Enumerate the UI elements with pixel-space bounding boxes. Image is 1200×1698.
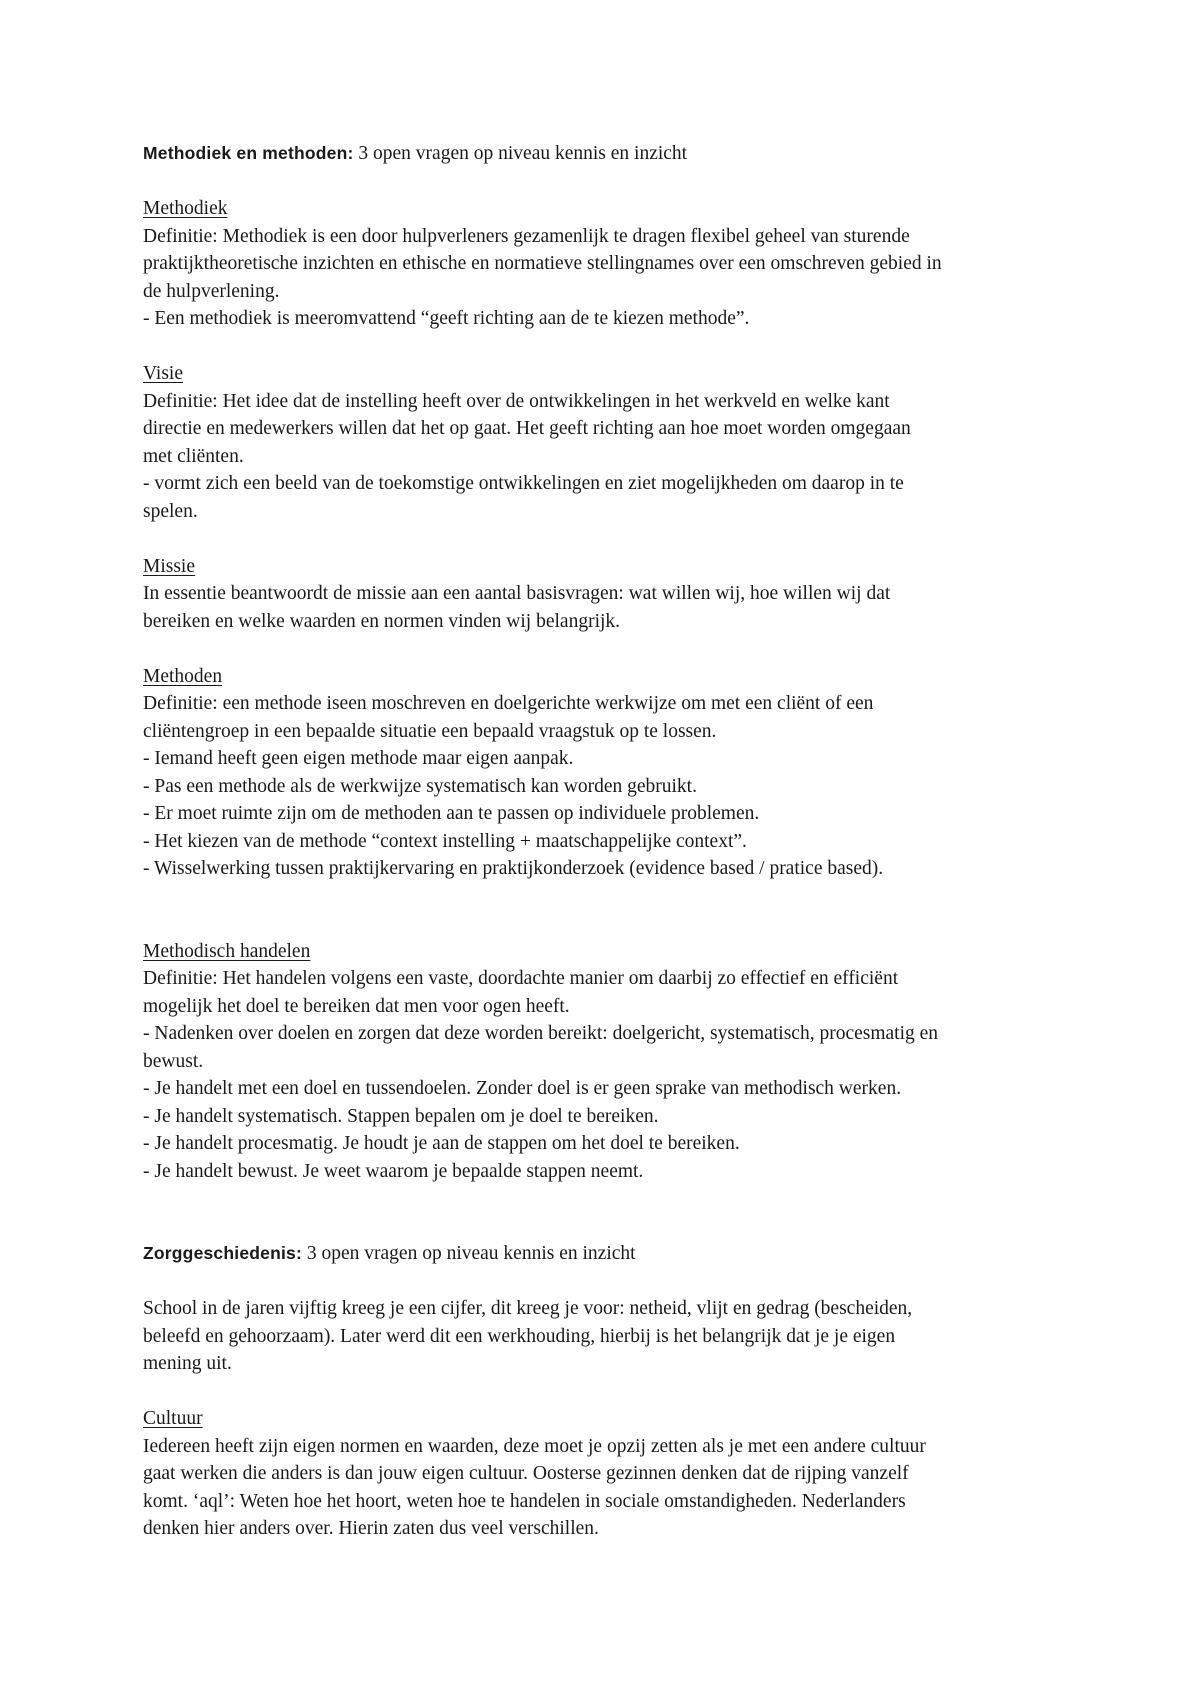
paragraph-line: Definitie: Methodiek is een door hulpverleners gezamenlijk te dragen flexibel geheel van sturende (143, 225, 910, 247)
spacer (143, 168, 1083, 196)
bullet-line: - Iemand heeft geen eigen methode maar eigen aanpak. (143, 748, 574, 769)
heading-methodisch-handelen: Methodisch handelen (143, 940, 311, 962)
section-title-rest: 3 open vragen op niveau kennis en inzicht (302, 1243, 636, 1264)
paragraph-line: denken hier anders over. Hierin zaten dus veel verschillen. (143, 1518, 599, 1539)
paragraph-line: bereiken en welke waarden en normen vinden wij belangrijk. (143, 610, 621, 632)
paragraph-line: beleefd en gehoorzaam). Later werd dit een werkhouding, hierbij is het belangrijk dat je je eigen (143, 1325, 896, 1347)
spacer (143, 333, 1083, 361)
paragraph-line: met cliënten. (143, 445, 244, 467)
spacer (143, 635, 1083, 663)
paragraph-line: directie en medewerkers willen dat het op gaat. Het geeft richting aan hoe moet worden omgegaan (143, 418, 911, 439)
bullet-line: - Wisselwerking tussen praktijkervaring en praktijkonderzoek (evidence based / pratice based). (143, 858, 884, 879)
bullet-line: - Je handelt systematisch. Stappen bepalen om je doel te bereiken. (143, 1105, 659, 1127)
paragraph-line: Definitie: Het idee dat de instelling heeft over de ontwikkelingen in het werkveld en welke kant (143, 390, 890, 412)
section-title-zorggeschiedenis (143, 1240, 1083, 1268)
section-title-rest: 3 open vragen op niveau kennis en inzicht (353, 143, 688, 164)
spacer (143, 1268, 1083, 1296)
paragraph-line: - vormt zich een beeld van de toekomstige ontwikkelingen en ziet mogelijkheden om daarop in te (143, 473, 904, 494)
bullet-line: bewust. (143, 1050, 204, 1072)
bullet-line: - Pas een methode als de werkwijze systematisch kan worden gebruikt. (143, 775, 697, 797)
bullet-line: - Je handelt procesmatig. Je houdt je aan de stappen om het doel te bereiken. (143, 1133, 740, 1154)
paragraph-line: mogelijk het doel te bereiken dat men voor ogen heeft. (143, 995, 570, 1017)
spacer (143, 883, 1083, 938)
bullet-line: - Er moet ruimte zijn om de methoden aan te passen op individuele problemen. (143, 803, 760, 824)
paragraph-line: spelen. (143, 500, 198, 522)
bullet-line: - Je handelt met een doel en tussendoelen. Zonder doel is er geen sprake van methodisch werken. (143, 1078, 902, 1099)
paragraph-line: Definitie: een methode iseen moschreven en doelgerichte werkwijze om met een cliënt of een (143, 693, 874, 714)
paragraph-line: de hulpverlening. (143, 280, 280, 302)
paragraph-line: Iedereen heeft zijn eigen normen en waarden, deze moet je opzij zetten als je met een andere cultuur (143, 1435, 926, 1457)
spacer (143, 1378, 1083, 1406)
paragraph-line: komt. ‘aql’: Weten hoe het hoort, weten hoe te handelen in sociale omstandigheden. Nederlanders (143, 1490, 906, 1512)
paragraph-line: In essentie beantwoordt de missie aan een aantal basisvragen: wat willen wij, hoe willen wij dat (143, 583, 891, 604)
paragraph-line: praktijktheoretische inzichten en ethische en normatieve stellingnames over een omschreven gebied in (143, 253, 942, 274)
heading-methoden: Methoden (143, 665, 223, 687)
heading-cultuur: Cultuur (143, 1408, 203, 1429)
section-title-methodiek-en-methoden (143, 140, 1083, 168)
bullet-line: - Het kiezen van de methode “context instelling + maatschappelijke context”. (143, 830, 747, 852)
bullet-line: - Je handelt bewust. Je weet waarom je bepaalde stappen neemt. (143, 1160, 644, 1182)
heading-visie: Visie (143, 363, 183, 384)
spacer (143, 525, 1083, 553)
paragraph-line: gaat werken die anders is dan jouw eigen cultuur. Oosterse gezinnen denken dat de rijping vanzelf (143, 1463, 909, 1484)
heading-methodiek: Methodiek (143, 198, 228, 219)
paragraph-line: - Een methodiek is meeromvattend “geeft richting aan de te kiezen methode”. (143, 308, 750, 329)
paragraph-line: mening uit. (143, 1353, 232, 1374)
paragraph-line: Definitie: Het handelen volgens een vaste, doordachte manier om daarbij zo effectief en efficiënt (143, 968, 899, 989)
spacer (143, 1185, 1083, 1240)
section-title-bold: Methodiek en methoden: (143, 143, 354, 163)
section-title-bold: Zorggeschiedenis: (143, 1243, 302, 1263)
paragraph-line: cliëntengroep in een bepaalde situatie een bepaald vraagstuk op te lossen. (143, 720, 717, 742)
heading-missie: Missie (143, 555, 196, 577)
paragraph-line: School in de jaren vijftig kreeg je een cijfer, dit kreeg je voor: netheid, vlijt en gedrag (bescheiden, (143, 1298, 913, 1319)
bullet-line: - Nadenken over doelen en zorgen dat deze worden bereikt: doelgericht, systematisch, procesmatig en (143, 1023, 939, 1044)
document-body (143, 140, 1083, 1543)
